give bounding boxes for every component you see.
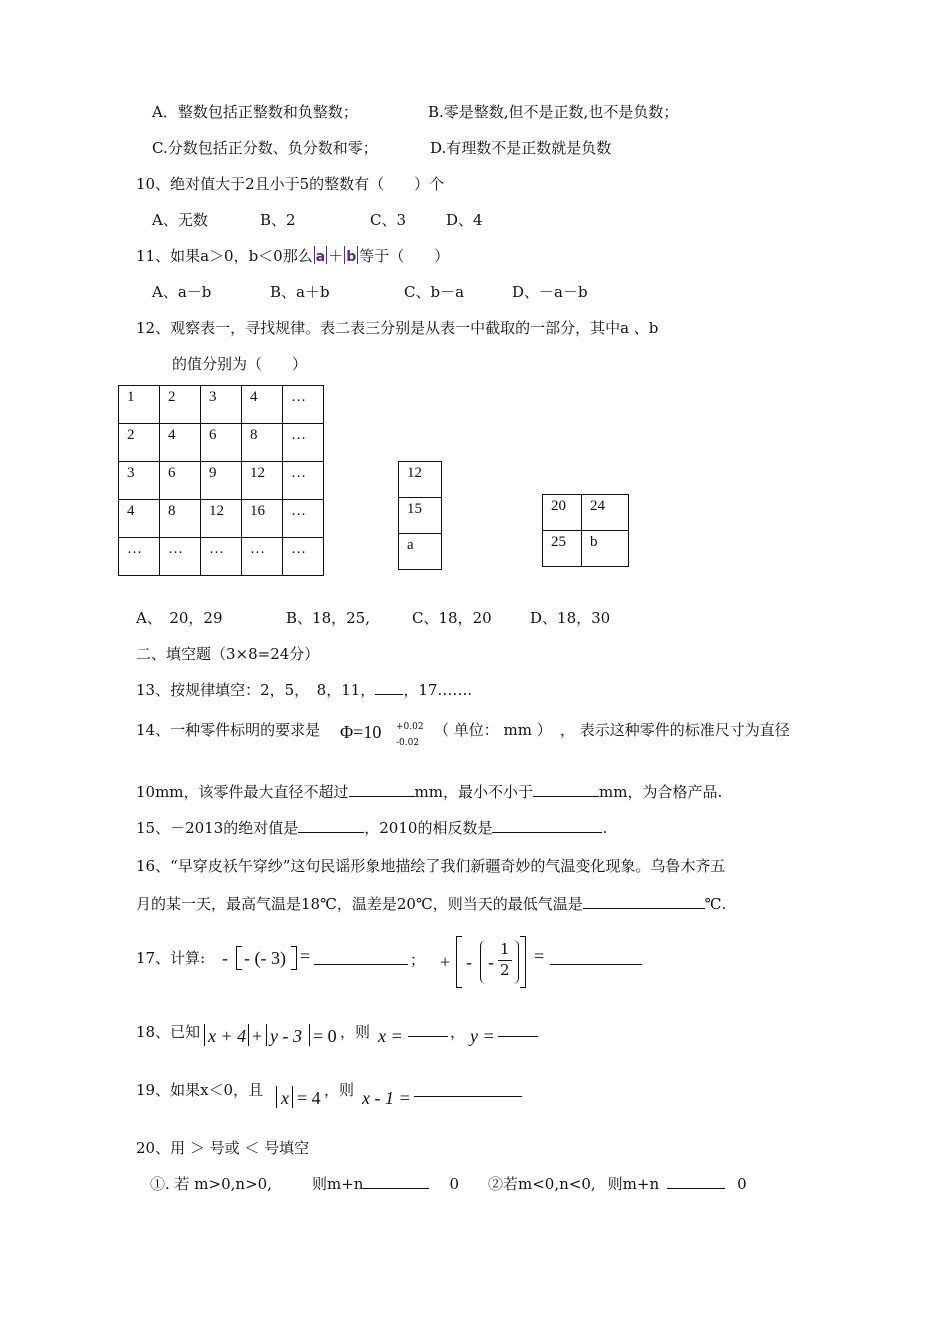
q18-blank-y[interactable] — [498, 1028, 538, 1037]
abs-bar — [248, 1024, 249, 1046]
table-one-row — [119, 500, 324, 538]
q17-blank1[interactable] — [314, 950, 408, 965]
table-three-cell: b — [582, 531, 629, 567]
q9-option-a: A．整数包括正整数和负整数； — [152, 103, 358, 121]
table-two-cell: a — [399, 534, 442, 570]
abs-bar — [266, 1024, 267, 1046]
table-one-cell: 3 — [119, 462, 160, 500]
q20-stem: 20、用 ＞ 号或 ＜ 号填空 — [136, 1139, 310, 1157]
q15-a: 15、－2013的绝对值是 — [136, 819, 299, 837]
q14-upper-tolerance: +0.02 — [396, 722, 424, 732]
q19-then: ，则 — [324, 1081, 355, 1099]
table-one-cell: 4 — [242, 386, 283, 424]
q20-part1 — [150, 1174, 272, 1194]
q12-option-a: A、 20，29 — [136, 609, 223, 627]
table-one-cell: 12 — [242, 462, 283, 500]
table-one-cell: 6 — [201, 424, 242, 462]
q16-text: 月的某一天，最高气温是18℃，温差是20℃，则当天的最低气温是 — [136, 895, 583, 913]
table-one-cell: 16 — [242, 500, 283, 538]
q20-p2-condition: ②若m<0,n<0, — [488, 1175, 596, 1193]
table-three — [542, 494, 629, 567]
table-three-cell: 25 — [543, 531, 582, 567]
q19-expr: x - 1 = — [362, 1088, 411, 1108]
q18-blank-x[interactable] — [408, 1028, 448, 1037]
q17-expr2-minus2: - — [488, 952, 494, 972]
table-one-cell: … — [283, 386, 324, 424]
q20-p1-condition: ①. 若 m>0,n>0, — [150, 1175, 272, 1193]
q18-plus: + — [252, 1026, 263, 1046]
q17-sep: ； — [410, 951, 426, 969]
q15 — [136, 818, 607, 838]
q17-paren-left — [480, 940, 487, 984]
table-one-cell: 8 — [160, 500, 201, 538]
table-two-cell: 12 — [399, 462, 442, 498]
q14-lower-tolerance: -0.02 — [396, 738, 420, 748]
table-one-row — [119, 424, 324, 462]
q14-blank-max[interactable] — [349, 782, 415, 797]
table-one-cell: 8 — [242, 424, 283, 462]
q19-blank[interactable] — [414, 1082, 522, 1097]
table-one-cell: … — [242, 538, 283, 576]
q9-option-b: B.零是整数,但不是正数,也不是负数； — [428, 103, 679, 121]
q12-stem-line1: 12、观察表一，寻找规律。表二表三分别是从表一中截取的一部分，其中a 、b — [136, 319, 659, 337]
q20-p1-then: 则m+n — [312, 1175, 364, 1193]
table-two — [398, 461, 442, 570]
table-one-cell: 2 — [160, 386, 201, 424]
q12-option-b: B、18，25, — [286, 609, 370, 627]
q12-option-d: D、18，30 — [530, 609, 611, 627]
q11-option-d: D、－a－b — [512, 283, 588, 301]
q13-prefix: 13、按规律填空：2，5， 8，11， — [136, 681, 376, 699]
table-one-cell: 12 — [201, 500, 242, 538]
table-one-cell: … — [283, 424, 324, 462]
q11-abs-b: b — [346, 249, 357, 265]
table-one-cell: … — [119, 538, 160, 576]
q17-label: 17、计算: — [136, 949, 206, 967]
abs-bar — [292, 1086, 293, 1108]
q11-option-c: C、b－a — [404, 283, 465, 301]
q17-denominator: 2 — [500, 961, 510, 979]
table-one-cell: … — [283, 462, 324, 500]
q16-blank[interactable] — [583, 894, 705, 909]
q17-expr2-plus: + — [440, 952, 451, 972]
q19-label: 19、如果x＜0，且 — [136, 1081, 264, 1099]
table-three-row — [543, 495, 629, 531]
table-three-row — [543, 531, 629, 567]
table-one-cell: 2 — [119, 424, 160, 462]
q14-unit: （ 单位： mm ） — [434, 721, 552, 739]
q16-line2 — [136, 894, 726, 914]
q17-expr1-sign: - — [222, 948, 228, 968]
q10-stem: 10、绝对值大于2且小于5的整数有（ ）个 — [136, 175, 445, 193]
table-one-cell: 4 — [119, 500, 160, 538]
q12-option-c: C、18，20 — [412, 609, 492, 627]
abs-bar — [314, 246, 315, 264]
table-two-row — [399, 498, 442, 534]
table-one-cell: 4 — [160, 424, 201, 462]
q14-suffix: ， 表示这种零件的标准尺寸为直径 — [560, 721, 790, 739]
table-two-row — [399, 462, 442, 498]
q14-line2b: mm，最小不小于 — [414, 783, 533, 801]
q15-blank-opposite[interactable] — [492, 818, 602, 833]
q13 — [136, 680, 472, 700]
q18-then: ，则 — [340, 1023, 371, 1041]
q18-x-eq: x = — [378, 1026, 403, 1046]
table-one-row — [119, 538, 324, 576]
q18-comma: ， — [450, 1023, 466, 1041]
q14-blank-min[interactable] — [533, 782, 599, 797]
q14-formula — [340, 722, 381, 742]
q12-stem-line2: 的值分别为（ ） — [172, 355, 308, 373]
q16-line1: 16、“早穿皮袄午穿纱”这句民谣形象地描绘了我们新疆奇妙的气温变化现象。乌鲁木齐五 — [136, 857, 726, 875]
q14-line2c: mm，为合格产品. — [599, 783, 723, 801]
q15-blank-abs[interactable] — [298, 818, 364, 833]
q11-option-a: A、a－b — [152, 283, 212, 301]
q20-p2-zero: 0 — [737, 1175, 747, 1193]
q15-c: . — [602, 819, 608, 837]
table-one-cell: … — [201, 538, 242, 576]
q14-prefix: 14、一种零件标明的要求是 — [136, 721, 321, 739]
q11-abs-a: a — [315, 249, 326, 265]
q9-option-d: D.有理数不是正数就是负数 — [430, 139, 612, 157]
q20-p1-zero: 0 — [449, 1175, 459, 1193]
table-one-cell: … — [283, 538, 324, 576]
table-one-cell: 9 — [201, 462, 242, 500]
q15-b: ，2010的相反数是 — [364, 819, 493, 837]
q17-eq1: = — [300, 946, 311, 966]
q20-blank1[interactable] — [363, 1174, 429, 1189]
table-one-row — [119, 386, 324, 424]
q18-expr-y: y - 3 — [270, 1026, 302, 1046]
table-one-cell: … — [160, 538, 201, 576]
q20-p2-then: 则m+n — [607, 1175, 660, 1193]
q18-label: 18、已知 — [136, 1023, 201, 1041]
abs-bar — [276, 1086, 277, 1108]
table-two-cell: 15 — [399, 498, 442, 534]
q14-phi: Φ — [340, 722, 354, 742]
q17-bracket-right — [291, 946, 297, 970]
q19-eq4: = 4 — [297, 1088, 321, 1108]
q9-option-c: C.分数包括正分数、负分数和零； — [152, 139, 378, 157]
q17-paren-right — [512, 940, 519, 984]
q18-y-eq: y = — [470, 1026, 495, 1046]
q10-option-b: B、2 — [260, 211, 296, 229]
q20-part1-expr — [312, 1174, 459, 1194]
q11-prefix: 11、如果a＞0，b＜0那么 — [136, 247, 313, 265]
abs-bar — [309, 1024, 310, 1046]
q17-bracket-left — [236, 946, 242, 970]
q19-abs-x: x — [281, 1088, 289, 1108]
q17-expr1-body: - (- 3) — [244, 948, 286, 968]
q18-eq0: = 0 — [313, 1026, 337, 1046]
table-one-cell: 1 — [119, 386, 160, 424]
q11-suffix: 等于（ ） — [359, 247, 450, 265]
q14-line2a: 10mm，该零件最大直径不超过 — [136, 783, 349, 801]
q16-unit: ℃. — [704, 895, 727, 913]
q11-option-b: B、a＋b — [270, 283, 330, 301]
q10-option-d: D、4 — [446, 211, 483, 229]
table-one — [118, 385, 324, 576]
q14-eq: =10 — [353, 722, 382, 742]
q17-blank2[interactable] — [550, 950, 642, 965]
table-three-cell: 20 — [543, 495, 582, 531]
table-one-cell: 6 — [160, 462, 201, 500]
q17-numerator: 1 — [500, 940, 510, 958]
q17-big-bracket-right — [520, 936, 526, 988]
table-three-cell: 24 — [582, 495, 629, 531]
section-title: 二、填空题（3×8=24分） — [136, 645, 320, 663]
table-one-row — [119, 462, 324, 500]
q11-stem — [136, 246, 449, 267]
q13-suffix: ，17……. — [403, 681, 473, 699]
q20-blank2[interactable] — [667, 1174, 725, 1189]
table-one-cell: 3 — [201, 386, 242, 424]
q13-blank[interactable] — [375, 680, 403, 695]
table-one-cell: … — [283, 500, 324, 538]
q14-line2 — [136, 782, 722, 802]
q17-eq2: = — [534, 946, 545, 966]
q10-option-a: A、无数 — [152, 211, 208, 229]
q18-expr-x: x + 4 — [208, 1026, 247, 1046]
q17-expr2-minus1: - — [466, 952, 472, 972]
q20-part2 — [488, 1174, 747, 1194]
q11-plus: ＋ — [328, 247, 344, 265]
q10-option-c: C、3 — [370, 211, 407, 229]
table-two-row — [399, 534, 442, 570]
q17-big-bracket-left — [456, 936, 462, 988]
abs-bar — [204, 1024, 205, 1046]
